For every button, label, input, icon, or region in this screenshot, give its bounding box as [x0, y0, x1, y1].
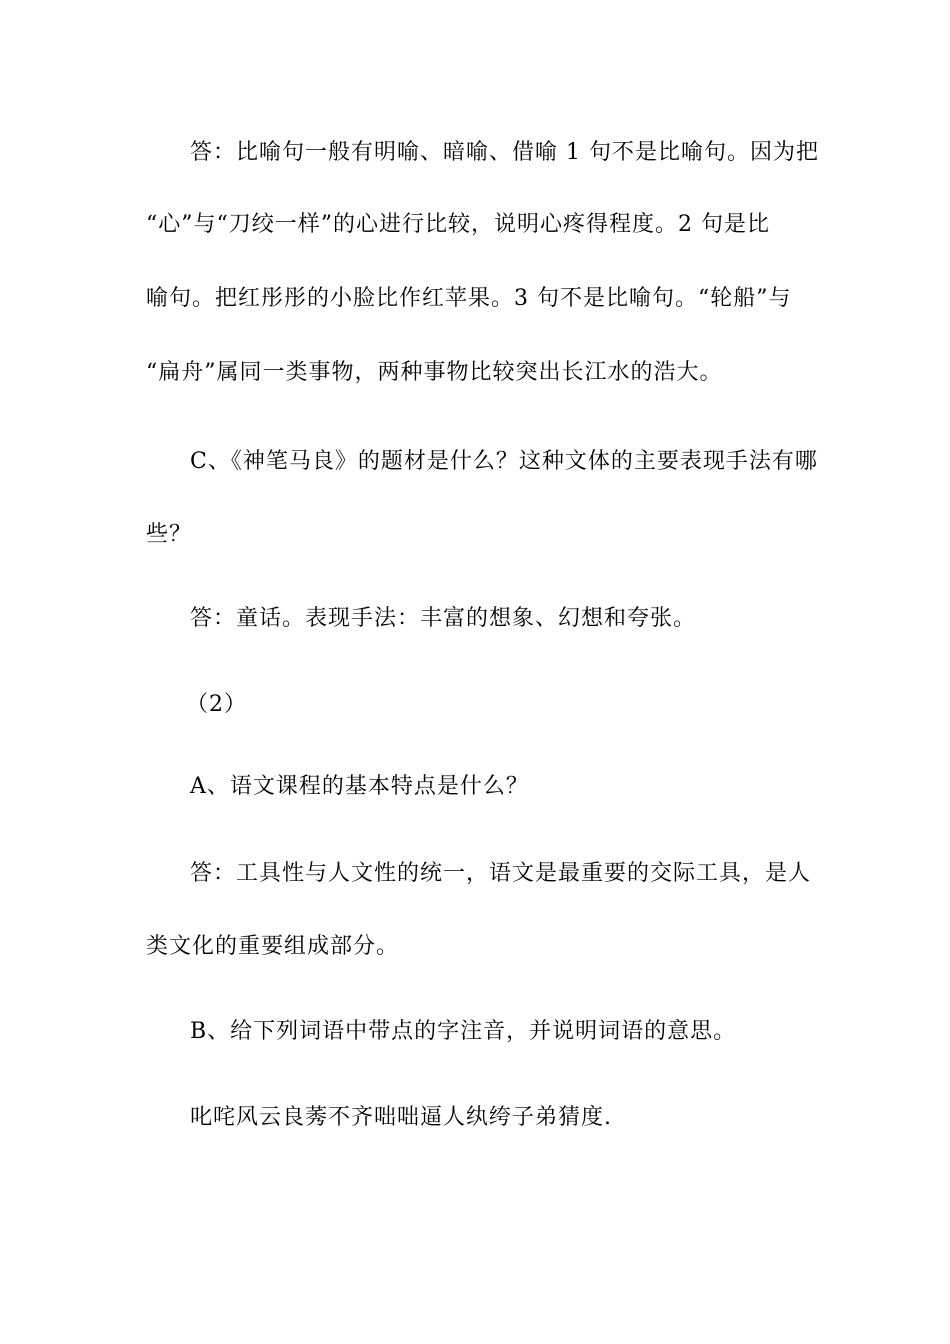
answer-line: 类文化的重要组成部分。 [146, 934, 400, 959]
section-number: （2） [186, 692, 247, 717]
answer-line: 答：工具性与人文性的统一，语文是最重要的交际工具，是人 [190, 861, 812, 886]
paragraph-line: 答：比喻句一般有明喻、暗喻、借喻 1 句不是比喻句。因为把 [190, 140, 819, 165]
answer-line: 答：童话。表现手法：丰富的想象、幻想和夸张。 [190, 606, 697, 631]
paragraph-line: “扁舟”属同一类事物，两种事物比较突出长江水的浩大。 [146, 360, 723, 385]
question-line: B、给下列词语中带点的字注音，并说明词语的意思。 [190, 1019, 737, 1044]
question-line: A、语文课程的基本特点是什么？ [190, 774, 529, 799]
question-line: C、《神笔马良》的题材是什么？这种文体的主要表现手法有哪 [190, 449, 818, 474]
paragraph-line: “心”与“刀绞一样”的心进行比较，说明心疼得程度。2 句是比 [146, 212, 770, 237]
word-list-line: 叱咤风云良莠不齐咄咄逼人纨绔子弟猜度. [190, 1105, 612, 1130]
paragraph-line: 喻句。把红彤彤的小脸比作红苹果。3 句不是比喻句。“轮船”与 [146, 286, 792, 311]
question-line: 些？ [146, 522, 193, 547]
